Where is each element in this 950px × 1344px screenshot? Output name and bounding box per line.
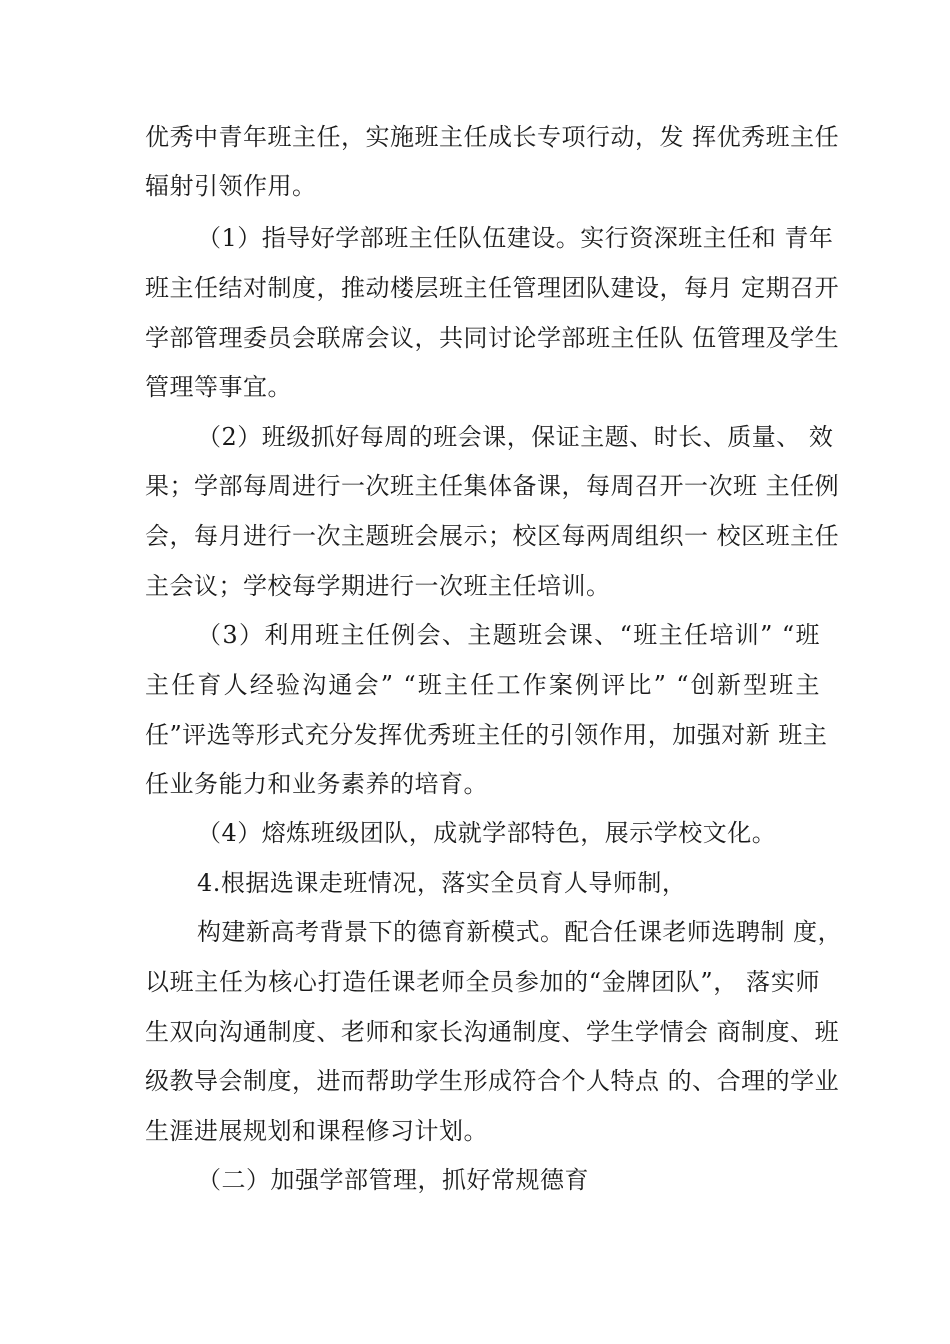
text-line: 生双向沟通制度、老师和家长沟通制度、学生学情会 商制度、班 <box>145 1018 840 1046</box>
text-line: 构建新高考背景下的德育新模式。配合任课老师选聘制 度， <box>197 918 843 946</box>
text-line: 班主任结对制度，推动楼层班主任管理团队建设，每月 定期召开 <box>145 274 840 302</box>
text-line: 优秀中青年班主任，实施班主任成长专项行动，发 挥优秀班主任 <box>145 123 840 151</box>
text-line: （2）班级抓好每周的班会课，保证主题、时长、质量、 效 <box>197 423 834 451</box>
text-line: 管理等事宜。 <box>145 373 292 401</box>
text-line: 任”评选等形式充分发挥优秀班主任的引领作用，加强对新 班主 <box>145 721 828 749</box>
text-line: 任业务能力和业务素养的培育。 <box>145 770 488 798</box>
text-line: 辐射引领作用。 <box>145 172 317 200</box>
text-line: （1）指导好学部班主任队伍建设。实行资深班主任和 青年 <box>197 224 834 252</box>
text-line: 生涯进展规划和课程修习计划。 <box>145 1117 488 1145</box>
text-line: 学部管理委员会联席会议，共同讨论学部班主任队 伍管理及学生 <box>145 324 840 352</box>
section-heading: （二）加强学部管理，抓好常规德育 <box>197 1166 589 1194</box>
text-line: 果；学部每周进行一次班主任集体备课，每周召开一次班 主任例 <box>145 472 840 500</box>
text-line: 主任育人经验沟通会” “班主任工作案例评比” “创新型班主 <box>145 671 820 699</box>
text-line: 主会议；学校每学期进行一次班主任培训。 <box>145 572 611 600</box>
section-heading: 4.根据选课走班情况，落实全员育人导师制， <box>197 869 687 897</box>
text-line: 级教导会制度，进而帮助学生形成符合个人特点 的、合理的学业 <box>145 1067 840 1095</box>
text-line: （4）熔炼班级团队，成就学部特色，展示学校文化。 <box>197 819 777 847</box>
text-line: 以班主任为核心打造任课老师全员参加的“金牌团队”， 落实师 <box>145 968 820 996</box>
text-line: 会，每月进行一次主题班会展示；校区每两周组织一 校区班主任 <box>145 522 840 550</box>
text-line: （3）利用班主任例会、主题班会课、“班主任培训” “班 <box>197 621 820 649</box>
